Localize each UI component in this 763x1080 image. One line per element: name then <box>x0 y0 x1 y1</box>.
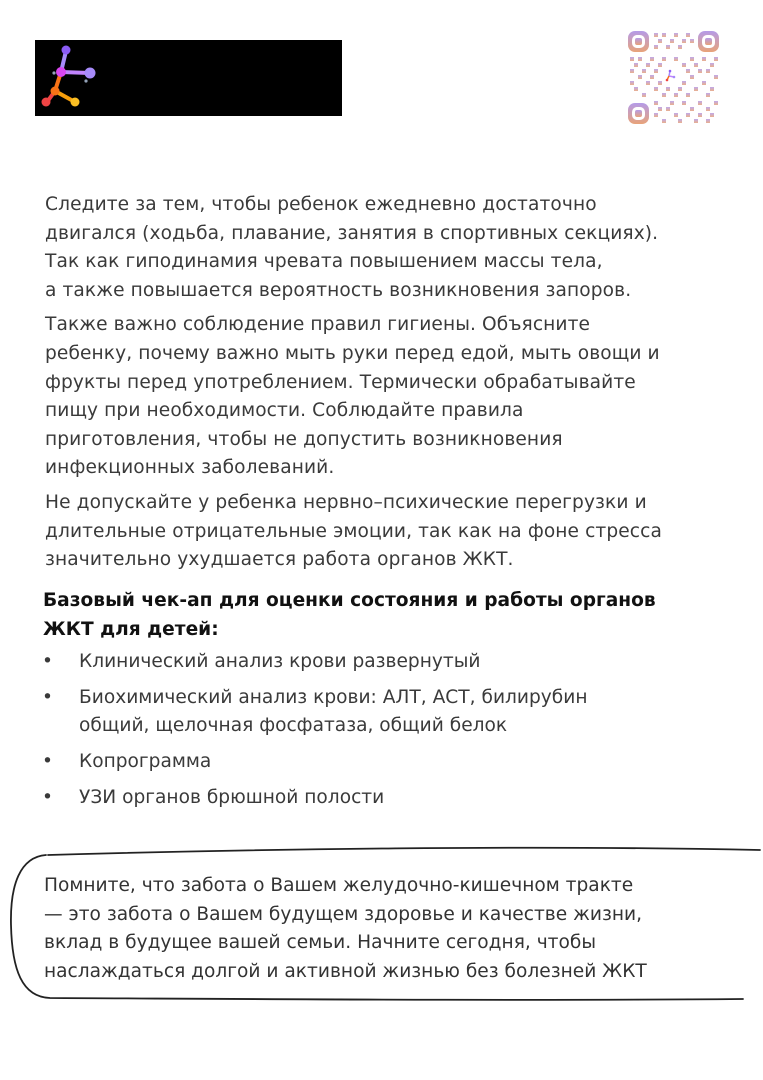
bullet: • <box>42 651 53 672</box>
list-item <box>40 748 720 776</box>
paragraph-activity: Следите за тем, чтобы ребенок ежедневно достаточно двигался (ходьба, плавание, занятия в спортивных секциях). Так как гиподинамия чревата повышением массы тела, а также повышается вероятность возникновения запоров. <box>45 194 659 301</box>
list-item <box>40 684 720 740</box>
list-item-text: Клинический анализ крови развернутый <box>79 651 481 672</box>
checkup-title: Базовый чек-ап для оценки состояния и работы органов ЖКТ для детей: <box>43 590 656 640</box>
bullet: • <box>42 687 53 708</box>
list-item-text: УЗИ органов брюшной полости <box>79 787 385 808</box>
list-item <box>40 784 720 812</box>
paragraph-stress: Не допускайте у ребенка нервно–психические перегрузки и длительные отрицательные эмоции, так как на фоне стресса значительно ухудшается работа органов ЖКТ. <box>45 491 662 571</box>
list-item-text: Биохимический анализ крови: АЛТ, АСТ, билирубин общий, щелочная фосфатаза, общий белок <box>79 687 588 736</box>
list-item-text: Копрограмма <box>79 751 212 772</box>
list-item <box>40 648 720 676</box>
bullet: • <box>42 787 53 808</box>
body-text <box>45 191 735 581</box>
molecule-logo-icon <box>35 40 342 116</box>
paragraph-hygiene: Также важно соблюдение правил гигиены. Объясните ребенку, почему важно мыть руки перед едой, мыть овощи и фрукты перед употреблением. Термически обрабатывайте пищу при необходимости. Соблюдайте правила приготовления, чтобы не допустить возникновения инфекционных заболеваний. <box>45 314 660 479</box>
callout-text: Помните, что забота о Вашем желудочно-кишечном тракте — это забота о Вашем будущем здоровье и качестве жизни, вклад в будущее вашей семьи. Начните сегодня, чтобы наслаждаться долгой и активной жизнью без болезней ЖКТ <box>44 875 647 982</box>
checkup-list <box>40 648 720 820</box>
logo-banner <box>35 40 342 116</box>
qr-code-icon <box>627 30 720 125</box>
bullet: • <box>42 751 53 772</box>
